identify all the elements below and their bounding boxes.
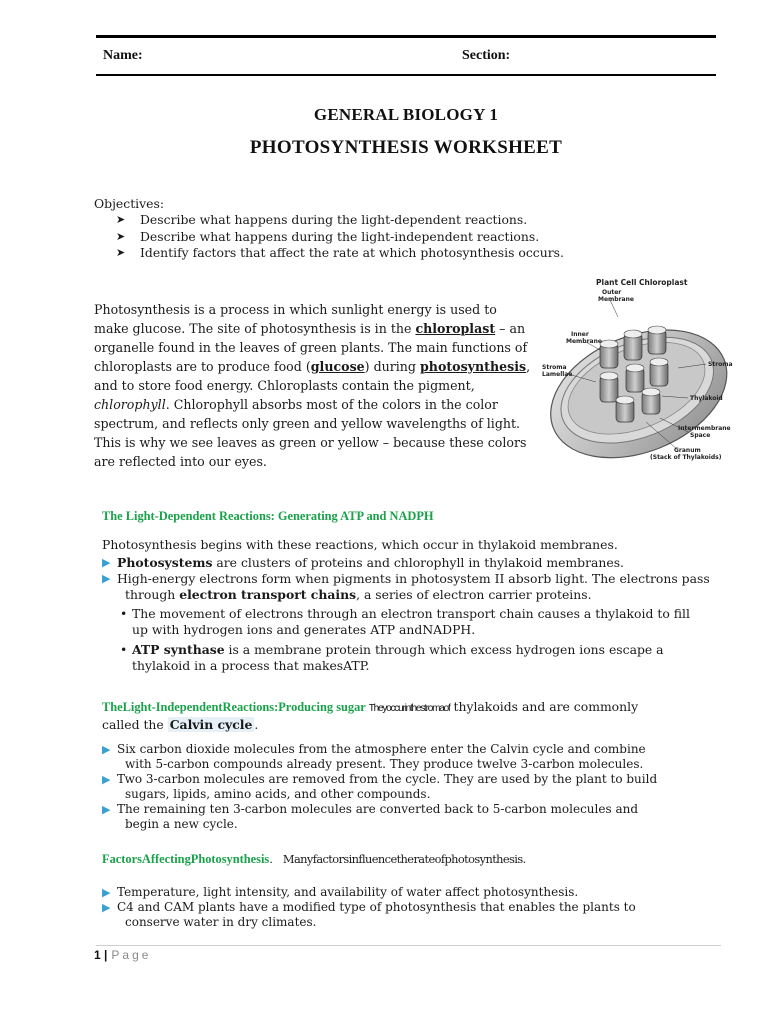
stroma-lamellae-label: Stroma Lamellae <box>542 364 573 378</box>
chlorophyll-term: chlorophyll <box>94 397 166 412</box>
dot-bullet-icon: • <box>120 606 128 621</box>
objectives-list <box>112 212 564 262</box>
figure-title: Plant Cell Chloroplast <box>596 278 688 287</box>
page-footer: 1 | Page <box>94 948 152 962</box>
light-independent-bullets <box>102 742 657 832</box>
header-bottom-rule <box>96 74 716 76</box>
triangle-bullet-icon: ▶ <box>102 773 111 786</box>
outer-membrane-label: Outer Membrane <box>598 289 634 303</box>
course-title: GENERAL BIOLOGY 1 <box>313 105 499 124</box>
objective-item: ➤ Describe what happens during the light-dependent reactions. <box>116 212 528 227</box>
list-item: ▶ Temperature, light intensity, and availability of water affect photosynthesis. <box>102 885 579 899</box>
granum-label: Granum (Stack of Thylakoids) <box>650 447 722 461</box>
list-item: ▶ Two 3-carbon molecules are removed from the cycle. They are used by the plant to build sugars, lipids, amino acids, and other compounds. <box>102 772 658 801</box>
objectives-label: Objectives: <box>94 196 165 211</box>
chloroplast-diagram <box>538 272 760 472</box>
worksheet-title: PHOTOSYNTHESIS WORKSHEET <box>249 137 563 158</box>
section-label: Section: <box>462 48 511 63</box>
list-item: ▶ The remaining ten 3-carbon molecules are converted back to 5-carbon molecules and begin a new cycle. <box>102 802 639 831</box>
triangle-bullet-icon: ▶ <box>102 803 111 816</box>
factors-bullets <box>102 885 636 930</box>
triangle-bullet-icon: ▶ <box>102 886 111 899</box>
photosynthesis-term: photosynthesis <box>420 359 527 374</box>
intro-paragraph: Photosynthesis is a process in which sunlight energy is used to make glucose. The site of photosynthesis is in the chloroplast – an organelle found in the leaves of green plants. The main functions of chloroplasts are to produce food (glucose) during photosynthesis, and to store food energy. Chloroplasts contain the pigment, chlorophyll. Chlorophyll absorbs most of the colors in the color spectrum, and reflects only green and yellow wavelengths of light. This is why we see leaves as green or yellow – because these colors are reflected into our eyes. <box>94 302 531 469</box>
thylakoid-label: Thylakoid <box>690 395 723 402</box>
inner-membrane-label: Inner Membrane <box>566 331 602 345</box>
name-label: Name: <box>103 48 143 63</box>
stroma-label: Stroma <box>708 361 733 368</box>
glucose-term: glucose <box>310 359 365 374</box>
factors-heading: FactorsAffectingPhotosynthesis. Manyfactorsinfluencetherateofphotosynthesis. <box>102 852 526 866</box>
light-independent-heading: TheLight-IndependentReactions:Producing sugar Theyoccurinthestromaof thylakoids and are commonly <box>102 699 639 714</box>
dot-bullet-icon: • <box>120 642 128 657</box>
arrowhead-bullet-icon: ➤ <box>116 229 126 243</box>
light-dependent-lead: Photosynthesis begins with these reactions, which occur in thylakoid membranes. <box>102 537 618 552</box>
list-item: ▶ Six carbon dioxide molecules from the atmosphere enter the Calvin cycle and combine with 5-carbon compounds already present. They produce twelve 3-carbon molecules. <box>102 742 646 771</box>
page-number: 1 <box>94 948 101 962</box>
triangle-bullet-icon: ▶ <box>102 901 111 914</box>
triangle-bullet-icon: ▶ <box>102 743 111 756</box>
header-top-rule <box>96 35 716 38</box>
chloroplast-term: chloroplast <box>415 321 496 336</box>
light-dependent-bullets <box>102 555 710 603</box>
footer-rule <box>96 945 721 946</box>
triangle-bullet-icon: ▶ <box>102 572 111 585</box>
list-item: • The movement of electrons through an electron transport chain causes a thylakoid to fill up with hydrogen ions and generates ATP andNADPH. <box>120 606 690 637</box>
triangle-bullet-icon: ▶ <box>102 556 111 569</box>
light-dependent-subpoints <box>120 606 690 674</box>
list-item: ▶ High-energy electrons form when pigments in photosystem II absorb light. The electrons pass through electron transport chains, a series of electron carrier proteins. <box>102 571 710 602</box>
calvin-cycle-term: Calvin cycle <box>169 717 253 732</box>
list-item: ▶ Photosystems are clusters of proteins and chlorophyll in thylakoid membranes. <box>102 555 624 570</box>
list-item: • ATP synthase is a membrane protein through which excess hydrogen ions escape a thylakoid in a process that makesATP. <box>120 642 664 673</box>
intermembrane-label: Intermembrane Space <box>678 425 731 439</box>
arrowhead-bullet-icon: ➤ <box>116 213 126 226</box>
arrowhead-bullet-icon: ➤ <box>116 246 126 259</box>
page-word: Page <box>111 948 152 962</box>
list-item: ▶ C4 and CAM plants have a modified type of photosynthesis that enables the plants to conserve water in dry climates. <box>102 900 636 929</box>
objective-item: ➤ Identify factors that affect the rate at which photosynthesis occurs. <box>116 245 564 260</box>
objective-item: ➤ Describe what happens during the light-independent reactions. <box>116 228 540 244</box>
light-dependent-heading: The Light-Dependent Reactions: Generating ATP and NADPH <box>102 509 434 523</box>
calvin-cycle-line: called the Calvin cycle . <box>102 717 259 732</box>
